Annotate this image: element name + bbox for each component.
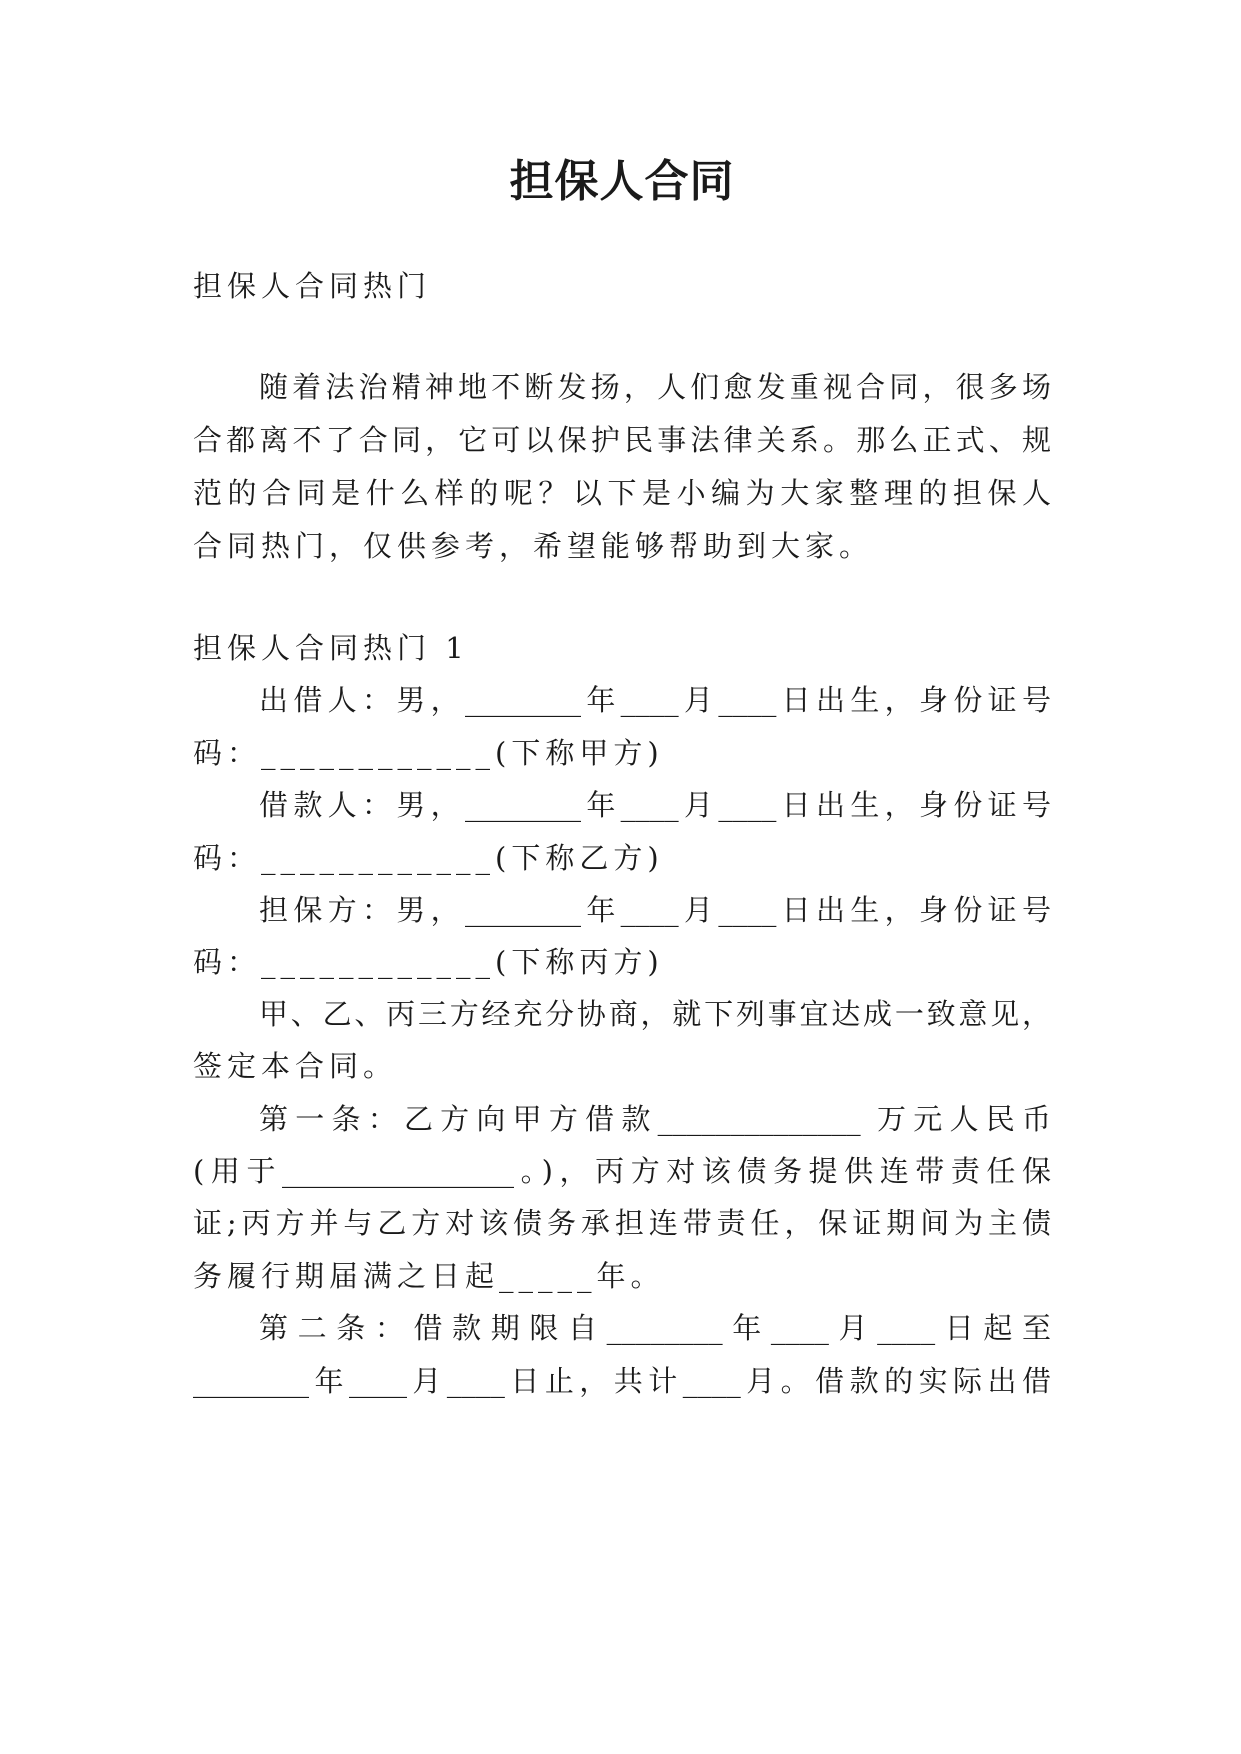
document-subtitle: 担保人合同热门 [193, 269, 432, 303]
section-heading: 担保人合同热门 1 [193, 631, 469, 665]
body-line: (用于________________。)，丙方对该债务提供连带责任保 [193, 1154, 1051, 1188]
body-line: ________年____月____日止，共计____月。借款的实际出借 [193, 1364, 1051, 1398]
body-line: 签定本合同。 [193, 1049, 398, 1083]
body-line: 借款人：男，________年____月____日出生，身份证号 [259, 788, 1051, 822]
body-line: 担保方：男，________年____月____日出生，身份证号 [259, 893, 1051, 927]
body-line: 证;丙方并与乙方对该债务承担连带责任，保证期间为主债 [193, 1206, 1051, 1240]
intro-line: 随着法治精神地不断发扬，人们愈发重视合同，很多场 [259, 370, 1051, 404]
intro-line: 合同热门，仅供参考，希望能够帮助到大家。 [193, 529, 874, 563]
intro-line: 合都离不了合同，它可以保护民事法律关系。那么正式、规 [193, 423, 1051, 457]
body-line: 务履行期届满之日起_____年。 [193, 1259, 665, 1293]
intro-line: 范的合同是什么样的呢？以下是小编为大家整理的担保人 [193, 476, 1051, 510]
body-line: 出借人：男，________年____月____日出生，身份证号 [259, 683, 1051, 717]
body-line: 第二条：借款期限自________年____月____日起至 [259, 1311, 1051, 1345]
body-line: 码：____________(下称丙方) [193, 945, 664, 979]
body-line: 第一条：乙方向甲方借款______________ 万元人民币 [259, 1102, 1051, 1136]
body-line: 码：____________(下称甲方) [193, 736, 664, 770]
body-line: 码：____________(下称乙方) [193, 841, 664, 875]
document-title: 担保人合同 [509, 156, 735, 207]
body-line: 甲、乙、丙三方经充分协商，就下列事宜达成一致意见， [259, 997, 1051, 1031]
